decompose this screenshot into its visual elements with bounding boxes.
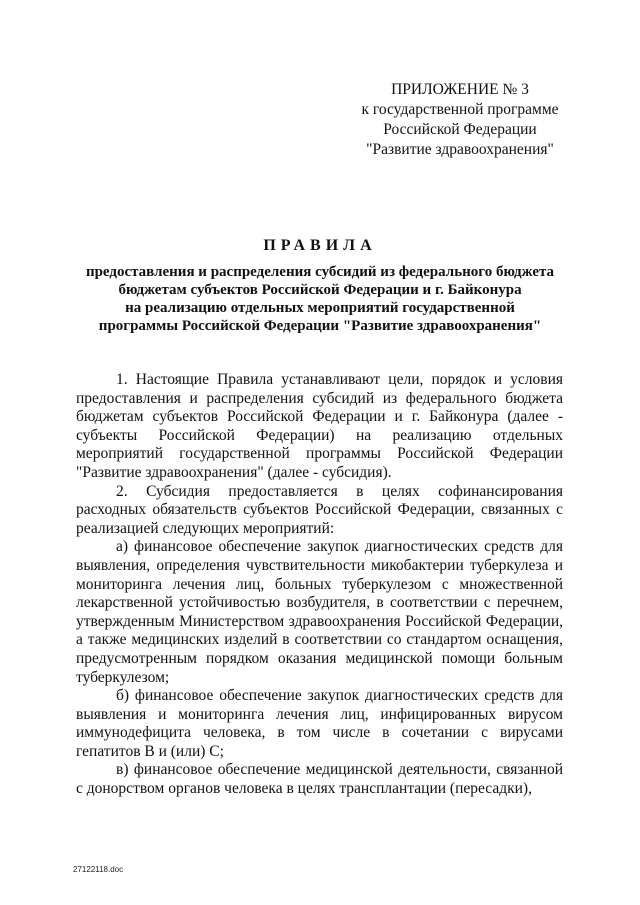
appendix-line-program: к государственной программе [361,101,559,118]
subtitle-line-1: предоставления и распределения субсидий из федерального бюджета [85,264,555,280]
paragraph-2b: б) финансовое обеспечение закупок диагностических средств для выявления и мониторинга лечения лиц, инфицированных вирусом иммунодефицита человека, в том числе в сочетании с вирусами гепатитов В и (или) С; [76,687,563,760]
paragraph-1: 1. Настоящие Правила устанавливают цели, порядок и условия предоставления и распределения субсидий из федерального бюджета бюджетам субъектов Российской Федерации и г. Байконура (далее - субъекты Российской Федерации) на реализацию отдельных мероприятий государственной программы Российской Федерации "Развитие здравоохранения" (далее - субсидия). [76,371,563,481]
file-name-footer: 27122118.doc [73,865,124,874]
appendix-line-federation: Российской Федерации [383,121,537,138]
paragraph-2c: в) финансовое обеспечение медицинской деятельности, связанной с донорством органов человека в целях трансплантации (пересадки), [76,761,563,798]
document-subtitle [60,263,580,335]
document-body [76,371,563,799]
appendix-line-name: "Развитие здравоохранения" [366,141,554,158]
subtitle-line-2: бюджетам субъектов Российской Федерации и г. Байконура [118,282,522,298]
appendix-number: ПРИЛОЖЕНИЕ № 3 [391,81,529,98]
document-title: ПРАВИЛА [263,237,377,254]
paragraph-2a: а) финансовое обеспечение закупок диагностических средств для выявления, определения чувствительности микобактерии туберкулеза и мониторинга лечения лиц, больных туберкулезом с множественной лекарственной устойчивостью возбудителя, в соответствии с перечнем, утвержденным Министерством здравоохранения Российской Федерации, а также медицинских изделий в соответствии со стандартом оснащения, предусмотренным порядком оказания медицинской помощи больным туберкулезом; [76,538,563,686]
subtitle-line-4: программы Российской Федерации "Развитие здравоохранения" [98,318,542,334]
subtitle-line-3: на реализацию отдельных мероприятий государственной [125,300,515,316]
appendix-header [330,80,590,160]
paragraph-2: 2. Субсидия предоставляется в целях софинансирования расходных обязательств субъектов Российской Федерации, связанных с реализацией следующих мероприятий: [76,482,563,537]
